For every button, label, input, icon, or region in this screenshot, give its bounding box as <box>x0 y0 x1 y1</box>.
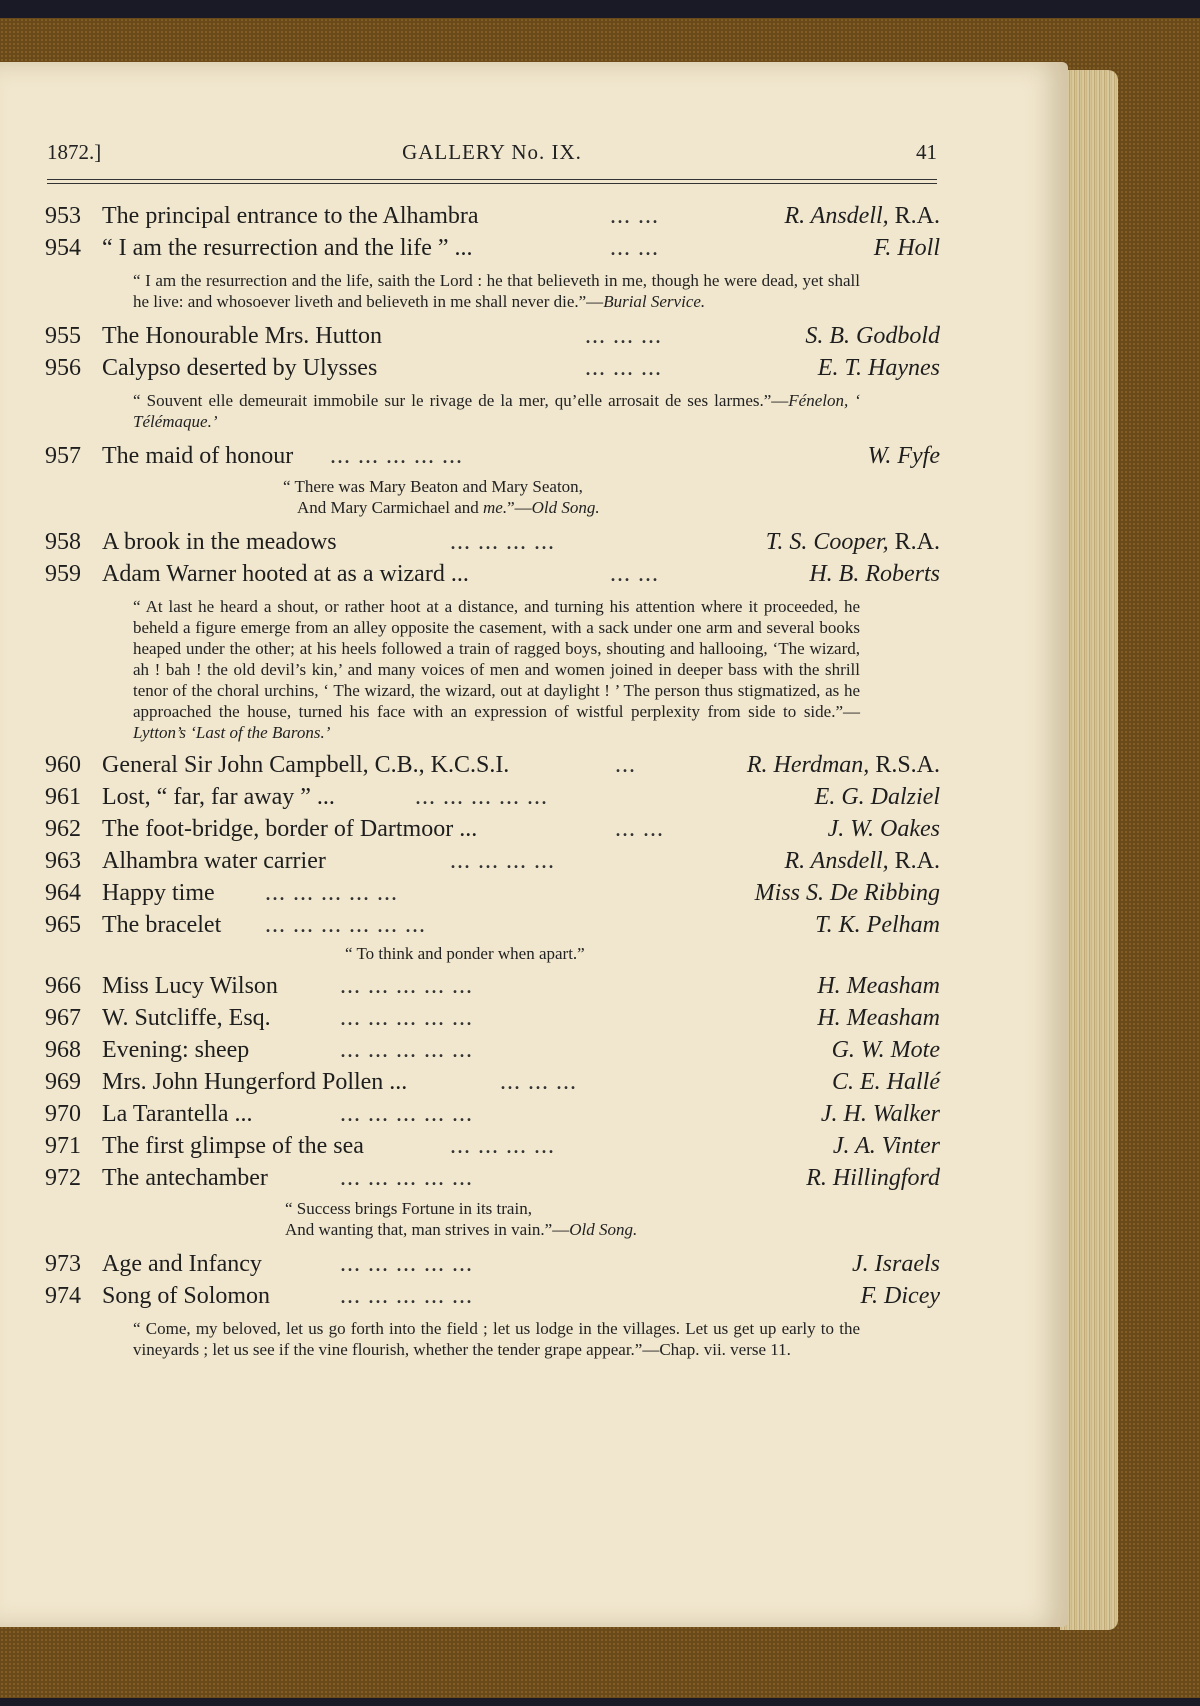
catalogue-entry <box>45 1130 940 1162</box>
entry-title: Alhambra water carrier <box>102 848 326 874</box>
entry-title: The antechamber <box>102 1165 268 1191</box>
quote-text: “ Souvent elle demeurait immobile sur le rivage de la mer, qu’elle arrosait de ses larmes.”— <box>133 391 789 410</box>
entry-dots: ... ... ... ... <box>450 848 555 874</box>
artist-suffix: R.A. <box>888 848 940 874</box>
artist-name: J. H. Walker <box>820 1101 940 1127</box>
catalogue-entry <box>45 1002 940 1034</box>
entry-dots: ... ... ... ... <box>450 1133 555 1159</box>
entry-dots: ... ... ... ... ... <box>340 1165 473 1191</box>
entry-title: Adam Warner hooted at as a wizard ... <box>102 561 469 587</box>
artist-name: T. S. Cooper, <box>765 529 889 555</box>
artist-suffix: R.S.A. <box>869 752 940 778</box>
running-header <box>47 140 937 170</box>
entry-dots: ... ... <box>610 561 659 587</box>
entry-artist <box>815 781 940 813</box>
entry-dots: ... ... ... ... ... <box>340 973 473 999</box>
entry-artist <box>755 877 940 909</box>
artist-name: H. Measham <box>817 973 940 999</box>
header-rule-top <box>47 179 937 180</box>
artist-name: G. W. Mote <box>831 1037 940 1063</box>
quote-line <box>285 1219 940 1240</box>
entry-title: Happy time <box>102 880 215 906</box>
quote-text: And Mary Carmichael and <box>297 498 483 517</box>
artist-name: H. B. Roberts <box>809 561 940 587</box>
artist-name: H. Measham <box>817 1005 940 1031</box>
artist-name: E. T. Haynes <box>817 355 940 381</box>
entry-dots: ... ... ... ... ... <box>415 784 548 810</box>
entry-artist <box>828 813 940 845</box>
header-year: 1872.] <box>47 140 102 164</box>
catalogue-entry <box>45 909 940 941</box>
catalogue-entry <box>45 877 940 909</box>
quote-974 <box>133 1318 860 1360</box>
entry-dots: ... ... ... ... <box>450 529 555 555</box>
entry-artist <box>766 526 940 558</box>
catalogue-entry <box>45 781 940 813</box>
quote-source: Old Song. <box>569 1220 638 1239</box>
catalogue-entry <box>45 526 940 558</box>
entry-number: 961 <box>45 784 81 810</box>
entry-dots: ... ... ... ... ... <box>265 880 398 906</box>
entry-number: 972 <box>45 1165 81 1191</box>
catalogue-entry <box>45 1280 940 1312</box>
artist-name: J. W. Oakes <box>827 816 940 842</box>
entry-artist <box>821 1098 940 1130</box>
entry-dots: ... ... ... ... ... ... <box>265 912 426 938</box>
entry-artist <box>817 970 940 1002</box>
entry-dots: ... ... ... ... ... <box>330 443 463 469</box>
entry-artist <box>832 1034 940 1066</box>
entry-title: The Honourable Mrs. Hutton <box>102 323 382 349</box>
quote-965 <box>345 943 940 964</box>
entry-dots: ... <box>615 752 636 778</box>
quote-source: Old Song. <box>531 498 600 517</box>
entry-title: The first glimpse of the sea <box>102 1133 364 1159</box>
entry-number: 957 <box>45 443 81 469</box>
entry-artist <box>860 1280 940 1312</box>
entry-artist <box>833 1130 940 1162</box>
entry-title: The foot-bridge, border of Dartmoor ... <box>102 816 478 842</box>
entry-dots: ... ... ... ... ... <box>340 1283 473 1309</box>
entry-title: A brook in the meadows <box>102 529 337 555</box>
catalogue-entry <box>45 749 940 781</box>
entry-number: 971 <box>45 1133 81 1159</box>
catalogue-entry <box>45 200 940 232</box>
entry-title: Evening: sheep <box>102 1037 250 1063</box>
quote-emphasis: me. <box>483 498 508 517</box>
quote-text: And wanting that, man strives in vain.”— <box>285 1220 570 1239</box>
entry-artist <box>784 845 940 877</box>
artist-name: E. G. Dalziel <box>814 784 940 810</box>
entry-title: W. Sutcliffe, Esq. <box>102 1005 271 1031</box>
entry-number: 973 <box>45 1251 81 1277</box>
entry-dots: ... ... ... ... ... <box>340 1005 473 1031</box>
quote-source: Lytton’s ‘Last of the Barons.’ <box>133 723 331 742</box>
catalogue-entry <box>45 970 940 1002</box>
header-rule-bottom <box>47 183 937 184</box>
artist-name: C. E. Hallé <box>832 1069 940 1095</box>
quote-text: “ To think and ponder when apart.” <box>345 944 585 963</box>
entry-dots: ... ... <box>615 816 664 842</box>
catalogue-entry <box>45 845 940 877</box>
entry-title: Age and Infancy <box>102 1251 262 1277</box>
entry-title: La Tarantella ... <box>102 1101 253 1127</box>
entry-title: General Sir John Campbell, C.B., K.C.S.I. <box>102 752 510 778</box>
page-edges <box>1060 70 1118 1630</box>
entry-dots: ... ... ... <box>585 323 662 349</box>
catalogue-entry <box>45 558 940 590</box>
entry-artist <box>874 232 940 264</box>
entry-title: Mrs. John Hungerford Pollen ... <box>102 1069 408 1095</box>
quote-text: “ At last he heard a shout, or rather hoot at a distance, and turning his attention where it proceeded, he beheld a figure emerge from an alley opposite the casement, with a sack under one arm and several books heaped under the other; at his heels followed a train of ragged boys, shouting and hallooing, ‘The wizard, ah ! bah ! the old devil’s kin,’ and many voices of men and women joined in deeper bass with the shrill tenor of the choral urchins, ‘ The wizard, the wizard, out at daylight ! ’ The person thus stigmatized, as he approached the house, turned his face with an expression of wistful perplexity from side to side.”— <box>133 597 860 721</box>
entry-number: 956 <box>45 355 81 381</box>
artist-name: F. Dicey <box>860 1283 940 1309</box>
entry-artist <box>817 1002 940 1034</box>
artist-name: W. Fyfe <box>867 443 940 469</box>
catalogue-entry <box>45 1098 940 1130</box>
quote-source: Fénelon, ‘ Télémaque.’ <box>133 391 861 431</box>
entry-artist <box>809 558 940 590</box>
entry-dots: ... ... ... <box>500 1069 577 1095</box>
entry-title: Song of Solomon <box>102 1283 271 1309</box>
entry-number: 958 <box>45 529 81 555</box>
entry-number: 966 <box>45 973 81 999</box>
catalogue-entry <box>45 1162 940 1194</box>
entry-number: 959 <box>45 561 81 587</box>
entry-number: 954 <box>45 235 81 261</box>
artist-name: J. Israels <box>852 1251 940 1277</box>
quote-line: “ Success brings Fortune in its train, <box>285 1199 532 1218</box>
entry-title: Calypso deserted by Ulysses <box>102 355 378 381</box>
artist-name: R. Herdman, <box>746 752 870 778</box>
artist-name: R. Hillingford <box>806 1165 940 1191</box>
artist-name: Miss S. De Ribbing <box>754 880 940 906</box>
quote-line: “ There was Mary Beaton and Mary Seaton, <box>283 477 583 496</box>
catalogue-entry <box>45 440 940 472</box>
entry-dots: ... ... ... ... ... <box>340 1037 473 1063</box>
entry-artist <box>815 909 940 941</box>
entry-artist <box>806 1162 940 1194</box>
quote-954 <box>133 270 860 312</box>
entry-number: 967 <box>45 1005 81 1031</box>
artist-suffix: R.A. <box>888 203 940 229</box>
artist-suffix: R.A. <box>888 529 940 555</box>
quote-text: ”— <box>507 498 532 517</box>
quote-959 <box>133 596 860 743</box>
catalogue-list <box>45 200 940 1360</box>
catalogue-entry <box>45 1248 940 1280</box>
entry-number: 953 <box>45 203 81 229</box>
page-number: 41 <box>916 140 937 164</box>
entry-dots: ... ... ... <box>585 355 662 381</box>
entry-number: 963 <box>45 848 81 874</box>
artist-name: J. A. Vinter <box>832 1133 940 1159</box>
entry-number: 969 <box>45 1069 81 1095</box>
quote-source: Burial Service. <box>603 292 706 311</box>
entry-number: 955 <box>45 323 81 349</box>
entry-artist <box>805 320 940 352</box>
entry-dots: ... ... <box>610 235 659 261</box>
entry-number: 965 <box>45 912 81 938</box>
entry-title: Miss Lucy Wilson <box>102 973 278 999</box>
catalogue-entry <box>45 1066 940 1098</box>
quote-957 <box>283 476 940 518</box>
artist-name: S. B. Godbold <box>805 323 940 349</box>
entry-number: 970 <box>45 1101 81 1127</box>
entry-artist <box>784 200 940 232</box>
entry-title: The maid of honour <box>102 443 294 469</box>
entry-title: The principal entrance to the Alhambra <box>102 203 479 229</box>
entry-artist <box>747 749 940 781</box>
entry-dots: ... ... <box>610 203 659 229</box>
entry-artist <box>832 1066 940 1098</box>
catalogue-entry <box>45 352 940 384</box>
entry-number: 964 <box>45 880 81 906</box>
catalogue-entry <box>45 232 940 264</box>
artist-name: R. Ansdell, <box>784 203 889 229</box>
quote-956 <box>133 390 860 432</box>
artist-name: R. Ansdell, <box>784 848 889 874</box>
catalogue-entry <box>45 320 940 352</box>
quote-972 <box>285 1198 940 1240</box>
quote-text: “ Come, my beloved, let us go forth into the field ; let us lodge in the villages. Let us get up early to the vineyards ; let us see if the vine flourish, whether the tender grape appear.”—Chap. vii. verse 11. <box>133 1319 860 1359</box>
entry-number: 962 <box>45 816 81 842</box>
entry-number: 974 <box>45 1283 81 1309</box>
artist-name: T. K. Pelham <box>815 912 940 938</box>
entry-number: 968 <box>45 1037 81 1063</box>
entry-title: Lost, “ far, far away ” ... <box>102 784 335 810</box>
entry-number: 960 <box>45 752 81 778</box>
header-gallery: GALLERY No. IX. <box>402 140 582 164</box>
entry-artist <box>868 440 940 472</box>
artist-name: F. Holl <box>873 235 940 261</box>
catalogue-entry <box>45 1034 940 1066</box>
entry-artist <box>852 1248 940 1280</box>
catalogue-entry <box>45 813 940 845</box>
quote-line <box>283 497 940 518</box>
entry-dots: ... ... ... ... ... <box>340 1101 473 1127</box>
entry-artist <box>818 352 940 384</box>
entry-title: The bracelet <box>102 912 222 938</box>
entry-title: “ I am the resurrection and the life ” ... <box>102 235 473 261</box>
entry-dots: ... ... ... ... ... <box>340 1251 473 1277</box>
quote-text: “ I am the resurrection and the life, saith the Lord : he that believeth in me, though he were dead, yet shall he live: and whosoever liveth and believeth in me shall never die.”— <box>133 271 860 311</box>
